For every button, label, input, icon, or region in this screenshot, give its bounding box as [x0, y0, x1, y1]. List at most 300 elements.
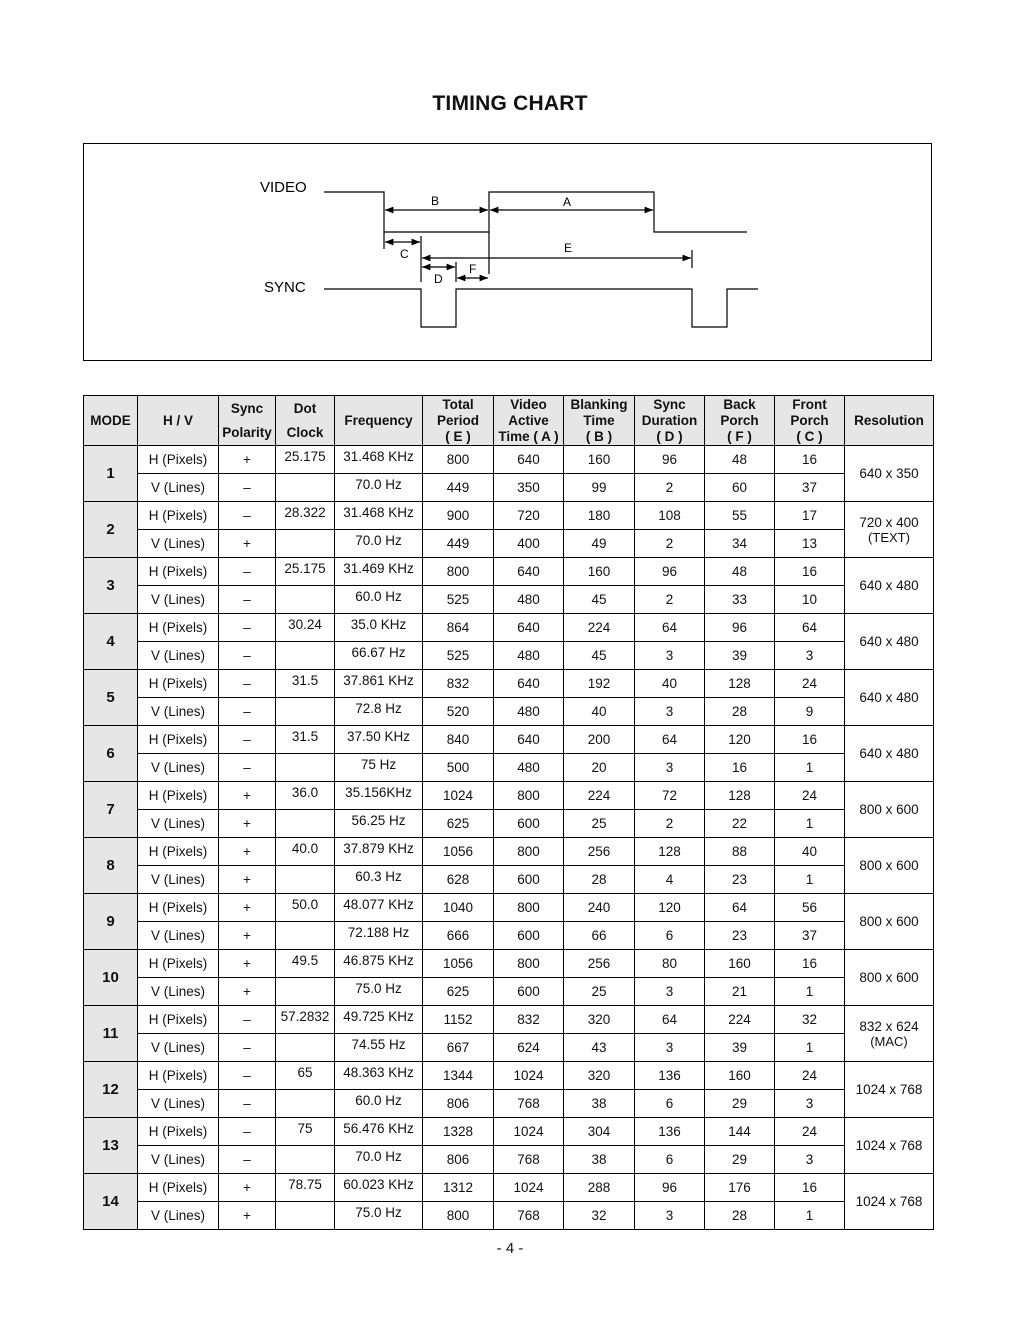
- hv-cell: V (Lines): [138, 810, 219, 838]
- video-active-cell: 400: [494, 530, 564, 558]
- hv-cell: H (Pixels): [138, 838, 219, 866]
- table-row: [84, 838, 934, 866]
- resolution-cell: [845, 1006, 934, 1062]
- hv-cell: V (Lines): [138, 586, 219, 614]
- dot-clock-cell: 75: [276, 1118, 335, 1146]
- hv-cell: V (Lines): [138, 1090, 219, 1118]
- sync-duration-cell: 6: [635, 1146, 705, 1174]
- total-period-cell: 525: [423, 642, 494, 670]
- total-period-cell: 800: [423, 558, 494, 586]
- frequency-cell: 70.0 Hz: [335, 474, 423, 502]
- header-blanking-time: Blanking Time ( B ): [564, 396, 635, 446]
- video-active-cell: 350: [494, 474, 564, 502]
- sync-duration-cell: 96: [635, 558, 705, 586]
- dot-clock-empty-cell: [276, 642, 335, 670]
- video-active-cell: 480: [494, 698, 564, 726]
- sync-duration-cell: 3: [635, 978, 705, 1006]
- blanking-time-cell: 25: [564, 810, 635, 838]
- total-period-cell: 1040: [423, 894, 494, 922]
- mode-cell: 5: [84, 670, 138, 726]
- label-e: E: [564, 241, 573, 255]
- sync-polarity-cell: –: [219, 474, 276, 502]
- total-period-cell: 806: [423, 1090, 494, 1118]
- total-period-cell: 806: [423, 1146, 494, 1174]
- frequency-cell: 72.8 Hz: [335, 698, 423, 726]
- sync-polarity-cell: +: [219, 1174, 276, 1202]
- label-c: C: [400, 247, 409, 261]
- sync-duration-cell: 120: [635, 894, 705, 922]
- blanking-time-cell: 99: [564, 474, 635, 502]
- front-porch-cell: 1: [775, 810, 845, 838]
- video-active-cell: 800: [494, 894, 564, 922]
- resolution-cell: [845, 950, 934, 1006]
- dot-clock-empty-cell: [276, 866, 335, 894]
- total-period-cell: 1344: [423, 1062, 494, 1090]
- blanking-time-cell: 288: [564, 1174, 635, 1202]
- back-porch-cell: 144: [705, 1118, 775, 1146]
- front-porch-cell: 16: [775, 1174, 845, 1202]
- blanking-time-cell: 160: [564, 558, 635, 586]
- header-dot-clock: Dot Clock: [276, 396, 335, 446]
- sync-duration-cell: 128: [635, 838, 705, 866]
- sync-polarity-cell: –: [219, 1062, 276, 1090]
- sync-duration-cell: 3: [635, 1034, 705, 1062]
- blanking-time-cell: 224: [564, 782, 635, 810]
- front-porch-cell: 56: [775, 894, 845, 922]
- table-row: [84, 698, 934, 726]
- dot-clock-cell: 50.0: [276, 894, 335, 922]
- total-period-cell: 525: [423, 586, 494, 614]
- sync-duration-cell: 80: [635, 950, 705, 978]
- back-porch-cell: 55: [705, 502, 775, 530]
- sync-duration-cell: 3: [635, 642, 705, 670]
- timing-diagram-svg: [84, 144, 933, 362]
- frequency-cell: 75.0 Hz: [335, 1202, 423, 1230]
- back-porch-cell: 28: [705, 1202, 775, 1230]
- sync-polarity-cell: +: [219, 810, 276, 838]
- video-active-cell: 800: [494, 838, 564, 866]
- hv-cell: H (Pixels): [138, 1174, 219, 1202]
- total-period-cell: 628: [423, 866, 494, 894]
- total-period-cell: 1056: [423, 838, 494, 866]
- resolution-cell: [845, 558, 934, 614]
- blanking-time-cell: 28: [564, 866, 635, 894]
- video-active-cell: 640: [494, 726, 564, 754]
- back-porch-cell: 88: [705, 838, 775, 866]
- front-porch-cell: 17: [775, 502, 845, 530]
- total-period-cell: 1056: [423, 950, 494, 978]
- sync-duration-cell: 40: [635, 670, 705, 698]
- dot-clock-cell: 57.2832: [276, 1006, 335, 1034]
- back-porch-cell: 160: [705, 950, 775, 978]
- dot-clock-empty-cell: [276, 978, 335, 1006]
- dot-clock-cell: 25.175: [276, 558, 335, 586]
- hv-cell: H (Pixels): [138, 1118, 219, 1146]
- blanking-time-cell: 200: [564, 726, 635, 754]
- header-front-porch: Front Porch ( C ): [775, 396, 845, 446]
- hv-cell: V (Lines): [138, 642, 219, 670]
- blanking-time-cell: 256: [564, 838, 635, 866]
- table-row: [84, 754, 934, 782]
- video-active-cell: 832: [494, 1006, 564, 1034]
- total-period-cell: 520: [423, 698, 494, 726]
- back-porch-cell: 160: [705, 1062, 775, 1090]
- header-video-active: Video Active Time ( A ): [494, 396, 564, 446]
- hv-cell: V (Lines): [138, 922, 219, 950]
- dot-clock-cell: 28.322: [276, 502, 335, 530]
- back-porch-cell: 48: [705, 558, 775, 586]
- hv-cell: H (Pixels): [138, 558, 219, 586]
- sync-polarity-cell: –: [219, 726, 276, 754]
- resolution-cell: [845, 614, 934, 670]
- sync-label: SYNC: [264, 279, 306, 296]
- sync-polarity-cell: +: [219, 950, 276, 978]
- total-period-cell: 900: [423, 502, 494, 530]
- frequency-cell: 72.188 Hz: [335, 922, 423, 950]
- video-active-cell: 800: [494, 950, 564, 978]
- total-period-cell: 666: [423, 922, 494, 950]
- video-active-cell: 640: [494, 558, 564, 586]
- video-waveform: [324, 192, 747, 232]
- total-period-cell: 832: [423, 670, 494, 698]
- blanking-time-cell: 180: [564, 502, 635, 530]
- hv-cell: H (Pixels): [138, 1062, 219, 1090]
- back-porch-cell: 39: [705, 642, 775, 670]
- sync-polarity-cell: –: [219, 1118, 276, 1146]
- frequency-cell: 56.476 KHz: [335, 1118, 423, 1146]
- total-period-cell: 1328: [423, 1118, 494, 1146]
- dot-clock-cell: 25.175: [276, 446, 335, 474]
- resolution-cell: [845, 446, 934, 502]
- sync-duration-cell: 72: [635, 782, 705, 810]
- resolution-value: 640 x 350: [859, 466, 919, 481]
- resolution-cell: [845, 894, 934, 950]
- sync-polarity-cell: +: [219, 838, 276, 866]
- sync-waveform: [324, 289, 758, 327]
- table-row: [84, 1174, 934, 1202]
- hv-cell: H (Pixels): [138, 502, 219, 530]
- sync-duration-cell: 2: [635, 586, 705, 614]
- video-active-cell: 720: [494, 502, 564, 530]
- table-header-row: [84, 396, 934, 446]
- video-active-cell: 768: [494, 1146, 564, 1174]
- label-a: A: [563, 195, 572, 209]
- front-porch-cell: 24: [775, 1118, 845, 1146]
- frequency-cell: 48.363 KHz: [335, 1062, 423, 1090]
- table-row: [84, 1034, 934, 1062]
- dot-clock-empty-cell: [276, 530, 335, 558]
- table-row: [84, 894, 934, 922]
- hv-cell: V (Lines): [138, 698, 219, 726]
- total-period-cell: 1024: [423, 782, 494, 810]
- video-active-cell: 1024: [494, 1118, 564, 1146]
- sync-duration-cell: 3: [635, 698, 705, 726]
- front-porch-cell: 3: [775, 1146, 845, 1174]
- back-porch-cell: 29: [705, 1090, 775, 1118]
- sync-polarity-cell: –: [219, 1146, 276, 1174]
- table-row: [84, 1146, 934, 1174]
- video-active-cell: 480: [494, 586, 564, 614]
- table-row: [84, 446, 934, 474]
- blanking-time-cell: 320: [564, 1006, 635, 1034]
- resolution-value: 1024 x 768: [855, 1082, 923, 1097]
- back-porch-cell: 120: [705, 726, 775, 754]
- video-active-cell: 640: [494, 614, 564, 642]
- table-row: [84, 502, 934, 530]
- back-porch-cell: 128: [705, 670, 775, 698]
- frequency-cell: 60.0 Hz: [335, 586, 423, 614]
- total-period-cell: 625: [423, 978, 494, 1006]
- resolution-value: 800 x 600: [859, 914, 919, 929]
- hv-cell: V (Lines): [138, 866, 219, 894]
- front-porch-cell: 24: [775, 670, 845, 698]
- front-porch-cell: 10: [775, 586, 845, 614]
- front-porch-cell: 37: [775, 474, 845, 502]
- header-resolution: Resolution: [845, 396, 934, 446]
- video-active-cell: 640: [494, 446, 564, 474]
- hv-cell: H (Pixels): [138, 894, 219, 922]
- sync-duration-cell: 96: [635, 1174, 705, 1202]
- frequency-cell: 49.725 KHz: [335, 1006, 423, 1034]
- blanking-time-cell: 40: [564, 698, 635, 726]
- table-row: [84, 782, 934, 810]
- back-porch-cell: 28: [705, 698, 775, 726]
- dot-clock-cell: 78.75: [276, 1174, 335, 1202]
- blanking-time-cell: 38: [564, 1146, 635, 1174]
- back-porch-cell: 33: [705, 586, 775, 614]
- sync-polarity-cell: –: [219, 754, 276, 782]
- dot-clock-empty-cell: [276, 810, 335, 838]
- frequency-cell: 56.25 Hz: [335, 810, 423, 838]
- blanking-time-cell: 240: [564, 894, 635, 922]
- blanking-time-cell: 43: [564, 1034, 635, 1062]
- timing-diagram: [83, 143, 932, 361]
- dot-clock-cell: 65: [276, 1062, 335, 1090]
- front-porch-cell: 9: [775, 698, 845, 726]
- resolution-value: 800 x 600: [859, 970, 919, 985]
- table-row: [84, 978, 934, 1006]
- frequency-cell: 60.3 Hz: [335, 866, 423, 894]
- hv-cell: V (Lines): [138, 1034, 219, 1062]
- hv-cell: V (Lines): [138, 474, 219, 502]
- mode-cell: 8: [84, 838, 138, 894]
- sync-duration-cell: 2: [635, 474, 705, 502]
- resolution-cell: [845, 1174, 934, 1230]
- total-period-cell: 625: [423, 810, 494, 838]
- sync-polarity-cell: –: [219, 502, 276, 530]
- front-porch-cell: 16: [775, 558, 845, 586]
- table-row: [84, 614, 934, 642]
- page-number: - 4 -: [496, 1240, 524, 1257]
- frequency-cell: 74.55 Hz: [335, 1034, 423, 1062]
- back-porch-cell: 34: [705, 530, 775, 558]
- table-row: [84, 642, 934, 670]
- frequency-cell: 60.023 KHz: [335, 1174, 423, 1202]
- sync-polarity-cell: –: [219, 670, 276, 698]
- hv-cell: V (Lines): [138, 1146, 219, 1174]
- front-porch-cell: 16: [775, 950, 845, 978]
- frequency-cell: 75.0 Hz: [335, 978, 423, 1006]
- front-porch-cell: 32: [775, 1006, 845, 1034]
- sync-duration-cell: 2: [635, 530, 705, 558]
- video-active-cell: 768: [494, 1090, 564, 1118]
- dot-clock-cell: 49.5: [276, 950, 335, 978]
- front-porch-cell: 3: [775, 642, 845, 670]
- sync-duration-cell: 4: [635, 866, 705, 894]
- frequency-cell: 70.0 Hz: [335, 1146, 423, 1174]
- frequency-cell: 31.468 KHz: [335, 446, 423, 474]
- back-porch-cell: 39: [705, 1034, 775, 1062]
- frequency-cell: 35.0 KHz: [335, 614, 423, 642]
- table-row: [84, 1062, 934, 1090]
- mode-cell: 9: [84, 894, 138, 950]
- dot-clock-empty-cell: [276, 474, 335, 502]
- frequency-cell: 75 Hz: [335, 754, 423, 782]
- hv-cell: V (Lines): [138, 1202, 219, 1230]
- blanking-time-cell: 45: [564, 642, 635, 670]
- blanking-time-cell: 45: [564, 586, 635, 614]
- back-porch-cell: 22: [705, 810, 775, 838]
- sync-duration-cell: 64: [635, 1006, 705, 1034]
- front-porch-cell: 16: [775, 446, 845, 474]
- front-porch-cell: 1: [775, 754, 845, 782]
- blanking-time-cell: 38: [564, 1090, 635, 1118]
- resolution-cell: [845, 502, 934, 558]
- table-row: [84, 1090, 934, 1118]
- blanking-time-cell: 66: [564, 922, 635, 950]
- frequency-cell: 60.0 Hz: [335, 1090, 423, 1118]
- total-period-cell: 1312: [423, 1174, 494, 1202]
- video-active-cell: 600: [494, 922, 564, 950]
- total-period-cell: 500: [423, 754, 494, 782]
- resolution-note: (MAC): [870, 1033, 908, 1049]
- sync-polarity-cell: +: [219, 530, 276, 558]
- dot-clock-empty-cell: [276, 698, 335, 726]
- sync-polarity-cell: –: [219, 1006, 276, 1034]
- dot-clock-empty-cell: [276, 1146, 335, 1174]
- sync-duration-cell: 64: [635, 614, 705, 642]
- back-porch-cell: 21: [705, 978, 775, 1006]
- dot-clock-cell: 36.0: [276, 782, 335, 810]
- resolution-value: 640 x 480: [859, 634, 919, 649]
- back-porch-cell: 23: [705, 922, 775, 950]
- timing-table: [83, 395, 934, 1230]
- table-row: [84, 530, 934, 558]
- sync-polarity-cell: +: [219, 782, 276, 810]
- mode-cell: 10: [84, 950, 138, 1006]
- frequency-cell: 31.468 KHz: [335, 502, 423, 530]
- table-row: [84, 726, 934, 754]
- resolution-cell: [845, 726, 934, 782]
- front-porch-cell: 1: [775, 1034, 845, 1062]
- front-porch-cell: 1: [775, 866, 845, 894]
- resolution-cell: [845, 670, 934, 726]
- sync-duration-cell: 2: [635, 810, 705, 838]
- resolution-cell: [845, 1062, 934, 1118]
- sync-duration-cell: 64: [635, 726, 705, 754]
- video-active-cell: 600: [494, 978, 564, 1006]
- sync-polarity-cell: –: [219, 614, 276, 642]
- blanking-time-cell: 304: [564, 1118, 635, 1146]
- front-porch-cell: 40: [775, 838, 845, 866]
- back-porch-cell: 96: [705, 614, 775, 642]
- front-porch-cell: 1: [775, 1202, 845, 1230]
- mode-cell: 12: [84, 1062, 138, 1118]
- total-period-cell: 864: [423, 614, 494, 642]
- video-label: VIDEO: [260, 179, 307, 196]
- total-period-cell: 800: [423, 1202, 494, 1230]
- mode-cell: 7: [84, 782, 138, 838]
- blanking-time-cell: 25: [564, 978, 635, 1006]
- dot-clock-cell: 31.5: [276, 670, 335, 698]
- frequency-cell: 37.861 KHz: [335, 670, 423, 698]
- hv-cell: V (Lines): [138, 530, 219, 558]
- sync-polarity-cell: +: [219, 866, 276, 894]
- sync-duration-cell: 108: [635, 502, 705, 530]
- resolution-value: 1024 x 768: [855, 1138, 923, 1153]
- sync-polarity-cell: –: [219, 698, 276, 726]
- hv-cell: H (Pixels): [138, 782, 219, 810]
- video-active-cell: 600: [494, 866, 564, 894]
- mode-cell: 3: [84, 558, 138, 614]
- dot-clock-empty-cell: [276, 586, 335, 614]
- blanking-time-cell: 49: [564, 530, 635, 558]
- resolution-cell: [845, 1118, 934, 1174]
- table-row: [84, 950, 934, 978]
- mode-cell: 11: [84, 1006, 138, 1062]
- hv-cell: H (Pixels): [138, 1006, 219, 1034]
- header-mode: MODE: [84, 396, 138, 446]
- frequency-cell: 70.0 Hz: [335, 530, 423, 558]
- back-porch-cell: 128: [705, 782, 775, 810]
- frequency-cell: 31.469 KHz: [335, 558, 423, 586]
- label-b: B: [431, 194, 440, 208]
- hv-cell: V (Lines): [138, 754, 219, 782]
- table-row: [84, 810, 934, 838]
- front-porch-cell: 37: [775, 922, 845, 950]
- mode-cell: 4: [84, 614, 138, 670]
- video-active-cell: 624: [494, 1034, 564, 1062]
- hv-cell: H (Pixels): [138, 726, 219, 754]
- table-row: [84, 1202, 934, 1230]
- front-porch-cell: 24: [775, 782, 845, 810]
- table-row: [84, 866, 934, 894]
- front-porch-cell: 13: [775, 530, 845, 558]
- front-porch-cell: 3: [775, 1090, 845, 1118]
- frequency-cell: 37.879 KHz: [335, 838, 423, 866]
- frequency-cell: 35.156KHz: [335, 782, 423, 810]
- frequency-cell: 37.50 KHz: [335, 726, 423, 754]
- table-row: [84, 586, 934, 614]
- label-f: F: [469, 262, 477, 276]
- back-porch-cell: 60: [705, 474, 775, 502]
- resolution-cell: [845, 838, 934, 894]
- back-porch-cell: 48: [705, 446, 775, 474]
- total-period-cell: 449: [423, 530, 494, 558]
- header-hv: H / V: [138, 396, 219, 446]
- mode-cell: 1: [84, 446, 138, 502]
- table-row: [84, 1006, 934, 1034]
- sync-polarity-cell: +: [219, 922, 276, 950]
- resolution-cell: [845, 782, 934, 838]
- dot-clock-cell: 30.24: [276, 614, 335, 642]
- dot-clock-empty-cell: [276, 754, 335, 782]
- hv-cell: H (Pixels): [138, 614, 219, 642]
- video-active-cell: 800: [494, 782, 564, 810]
- video-active-cell: 600: [494, 810, 564, 838]
- hv-cell: H (Pixels): [138, 446, 219, 474]
- mode-cell: 14: [84, 1174, 138, 1230]
